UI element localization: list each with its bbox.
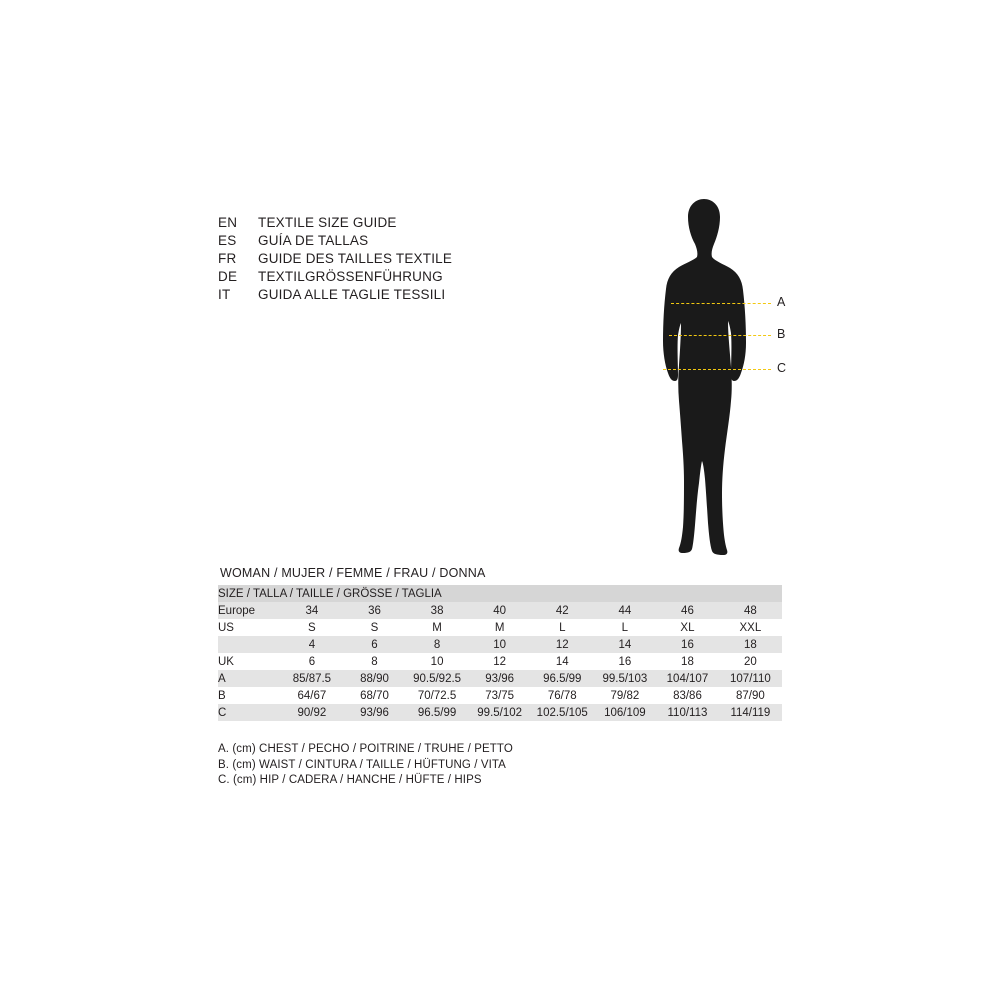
cell: XL — [656, 619, 719, 636]
row-label: B — [218, 687, 281, 704]
language-code: EN — [218, 215, 238, 230]
cell: 70/72.5 — [406, 687, 469, 704]
cell: 88/90 — [343, 670, 406, 687]
table-row — [218, 704, 782, 721]
language-title: GUIDE DES TAILLES TEXTILE — [258, 251, 453, 266]
cell: 10 — [406, 653, 469, 670]
measure-line-c — [663, 369, 771, 370]
measure-line-a — [671, 303, 771, 304]
cell: 10 — [468, 636, 531, 653]
title-row — [218, 250, 638, 268]
title-row — [218, 232, 638, 250]
cell: 106/109 — [594, 704, 657, 721]
cell: 87/90 — [719, 687, 782, 704]
cell: S — [281, 619, 344, 636]
cell: 85/87.5 — [281, 670, 344, 687]
title-row — [218, 214, 638, 232]
cell: 38 — [406, 602, 469, 619]
cell: 96.5/99 — [406, 704, 469, 721]
measurement-legend — [218, 742, 718, 789]
cell: 18 — [719, 636, 782, 653]
table-row — [218, 670, 782, 687]
cell: 96.5/99 — [531, 670, 594, 687]
language-code: IT — [218, 287, 231, 302]
measure-label-c: C — [777, 361, 787, 375]
row-label: UK — [218, 653, 281, 670]
cell: 110/113 — [656, 704, 719, 721]
cell: 99.5/103 — [594, 670, 657, 687]
cell: 8 — [343, 653, 406, 670]
cell: 93/96 — [343, 704, 406, 721]
cell: 16 — [594, 653, 657, 670]
table-header-label: SIZE / TALLA / TAILLE / GRÖSSE / TAGLIA — [218, 585, 782, 602]
legend-line-c: C. (cm) HIP / CADERA / HANCHE / HÜFTE / HIPS — [218, 774, 482, 786]
language-code: DE — [218, 269, 238, 284]
cell: 90.5/92.5 — [406, 670, 469, 687]
measure-label-b: B — [777, 327, 786, 341]
cell: 4 — [281, 636, 344, 653]
cell: 6 — [343, 636, 406, 653]
cell: L — [594, 619, 657, 636]
table-row — [218, 653, 782, 670]
cell: 36 — [343, 602, 406, 619]
cell: 79/82 — [594, 687, 657, 704]
measure-label-a: A — [777, 295, 786, 309]
cell: 68/70 — [343, 687, 406, 704]
cell: 44 — [594, 602, 657, 619]
cell: 12 — [468, 653, 531, 670]
language-title-block — [218, 214, 638, 304]
cell: 102.5/105 — [531, 704, 594, 721]
silhouette-svg — [620, 195, 820, 580]
cell: 40 — [468, 602, 531, 619]
row-label: A — [218, 670, 281, 687]
cell: S — [343, 619, 406, 636]
legend-line-a: A. (cm) CHEST / PECHO / POITRINE / TRUHE / PETTO — [218, 743, 513, 755]
cell: 14 — [531, 653, 594, 670]
cell: 42 — [531, 602, 594, 619]
language-title: GUÍA DE TALLAS — [258, 233, 369, 248]
row-label: Europe — [218, 602, 281, 619]
cell: 20 — [719, 653, 782, 670]
language-code: FR — [218, 251, 237, 266]
language-title: GUIDA ALLE TAGLIE TESSILI — [258, 287, 446, 302]
cell: 18 — [656, 653, 719, 670]
table-header-row — [218, 585, 782, 602]
cell: 12 — [531, 636, 594, 653]
measure-line-b — [669, 335, 771, 336]
cell: 107/110 — [719, 670, 782, 687]
row-label: C — [218, 704, 281, 721]
row-label: US — [218, 619, 281, 636]
cell: 34 — [281, 602, 344, 619]
cell: 83/86 — [656, 687, 719, 704]
size-table-block — [218, 566, 782, 721]
cell: 90/92 — [281, 704, 344, 721]
cell: M — [406, 619, 469, 636]
cell: 99.5/102 — [468, 704, 531, 721]
cell: XXL — [719, 619, 782, 636]
table-row — [218, 636, 782, 653]
title-row — [218, 286, 638, 304]
table-row — [218, 619, 782, 636]
cell: 114/119 — [719, 704, 782, 721]
size-table — [218, 585, 782, 721]
cell: 93/96 — [468, 670, 531, 687]
cell: 14 — [594, 636, 657, 653]
cell: M — [468, 619, 531, 636]
cell: 64/67 — [281, 687, 344, 704]
table-caption: WOMAN / MUJER / FEMME / FRAU / DONNA — [220, 566, 486, 580]
cell: 104/107 — [656, 670, 719, 687]
cell: 73/75 — [468, 687, 531, 704]
language-title: TEXTILE SIZE GUIDE — [258, 215, 397, 230]
cell: 48 — [719, 602, 782, 619]
table-row — [218, 602, 782, 619]
language-code: ES — [218, 233, 237, 248]
table-row — [218, 687, 782, 704]
cell: 46 — [656, 602, 719, 619]
legend-line-b: B. (cm) WAIST / CINTURA / TAILLE / HÜFTUNG / VITA — [218, 758, 506, 771]
row-label — [218, 636, 281, 653]
cell: 8 — [406, 636, 469, 653]
cell: 76/78 — [531, 687, 594, 704]
language-title: TEXTILGRÖSSENFÜHRUNG — [258, 269, 443, 284]
female-silhouette-figure — [620, 195, 820, 580]
title-row — [218, 268, 638, 286]
cell: L — [531, 619, 594, 636]
cell: 16 — [656, 636, 719, 653]
cell: 6 — [281, 653, 344, 670]
